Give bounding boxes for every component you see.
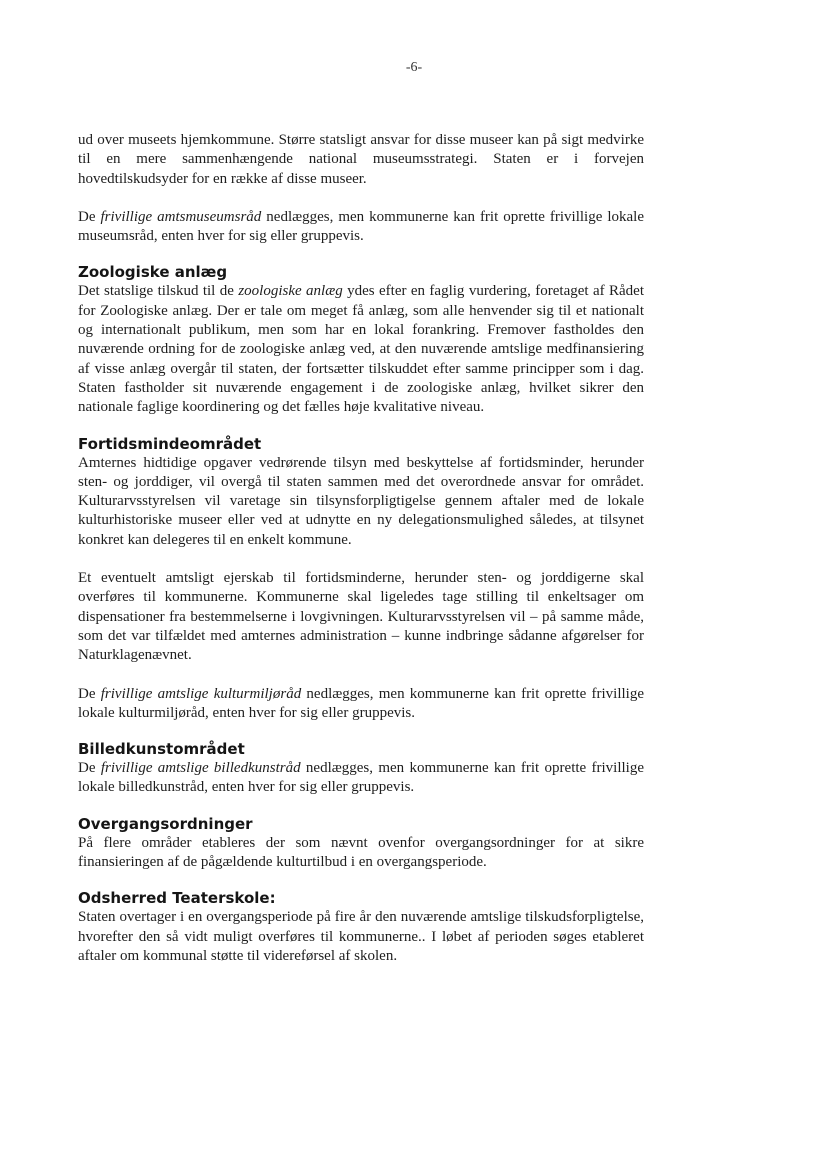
billedkunst-emphasis: frivillige amtslige billedkunstråd <box>100 760 301 777</box>
kulturmiljoraad-emphasis: frivillige amtslige kulturmiljøråd <box>100 685 302 702</box>
heading-zoologiske-anlaeg: Zoologiske anlæg <box>78 263 228 282</box>
zoo-emphasis: zoologiske anlæg <box>238 283 343 300</box>
heading-odsherred-teaterskole: Odsherred Teaterskole: <box>78 889 276 908</box>
overgang-paragraph: På flere områder etableres der som nævnt ovenfor overgangsordninger for at sikre finansieringen af de pågældende kulturtilbud i en overgangsperiode. <box>78 834 644 871</box>
billedkunst-paragraph: De frivillige amtslige billedkunstråd nedlægges, men kommunerne kan frit oprette frivillige lokale billedkunstråd, enten hver for sig eller gruppevis. <box>78 760 644 796</box>
kulturmiljoraad-paragraph: De frivillige amtslige kulturmiljøråd nedlægges, men kommunerne kan frit oprette frivillige lokale kulturmiljøråd, enten hver for sig eller gruppevis. <box>78 685 644 721</box>
museumsraad-emphasis: frivillige amtsmuseumsråd <box>100 208 262 225</box>
zoo-paragraph: Det statslige tilskud til de zoologiske anlæg ydes efter en faglig vurdering, foretaget af Rådet for Zoologiske anlæg. Der er tale om meget få anlæg, som alle henvender sig til et nationalt og internationalt publikum, men som har en lokal forankring. Fremover fastholdes den nuværende ordning for de zoologiske anlæg ved, at den nuværende amtslige medfinansiering af visse anlæg overgår til staten, der fortsætter tilskuddet efter samme principper som i dag. Staten fastholder sit nuværende engagement i de zoologiske anlæg, hvilket sikrer den nationale faglige koordinering og det fælles høje kvalitative niveau. <box>78 283 645 416</box>
intro-paragraph: ud over museets hjemkommune. Større statsligt ansvar for disse museer kan på sigt medvirke til en mere sammenhængende national museumsstrategi. Staten er i forvejen hovedtilskudsyder for en række af disse museer. <box>78 132 644 187</box>
page-content <box>78 131 644 966</box>
odsherred-paragraph: Staten overtager i en overgangsperiode på fire år den nuværende amtslige tilskudsforpligtelse, hvorefter den så vidt muligt overføres til kommunerne.. I løbet af perioden søges etableret aftaler om kommunal støtte til videreførsel af skolen. <box>78 909 644 964</box>
heading-overgangsordninger: Overgangsordninger <box>78 814 253 833</box>
page-number: -6- <box>405 60 423 75</box>
fortid-paragraph-2: Et eventuelt amtsligt ejerskab til fortidsminderne, herunder sten- og jorddigerne skal overføres til kommunerne. Kommunerne skal ligeledes tage stilling til enkeltsager om dispensationer fra bestemmelserne i lovgivningen. Kulturarvsstyrelsen vil – på samme måde, som det var tilfældet med amternes administration – kunne indbringe sådanne afgørelser for Naturklagenævnet. <box>78 570 644 664</box>
heading-fortidsmindeomraadet: Fortidsmindeområdet <box>78 434 262 453</box>
fortid-paragraph-1: Amternes hidtidige opgaver vedrørende tilsyn med beskyttelse af fortidsminder, herunder sten- og jorddiger, vil overgå til staten sammen med det overordnede ansvar for området. Kulturarvsstyrelsen vil varetage sin tilsynsforpligtigelse gennem aftaler med de lokale kulturhistoriske museer eller ved at udnytte en ny delegationsmulighed således, at tilsynet konkret kan delegeres til en enkelt kommune. <box>78 454 644 548</box>
museumsraad-paragraph: De frivillige amtsmuseumsråd nedlægges, men kommunerne kan frit oprette frivillige lokale museumsråd, enten hver for sig eller gruppevis. <box>78 208 644 245</box>
heading-billedkunstomraadet: Billedkunstområdet <box>78 740 245 759</box>
